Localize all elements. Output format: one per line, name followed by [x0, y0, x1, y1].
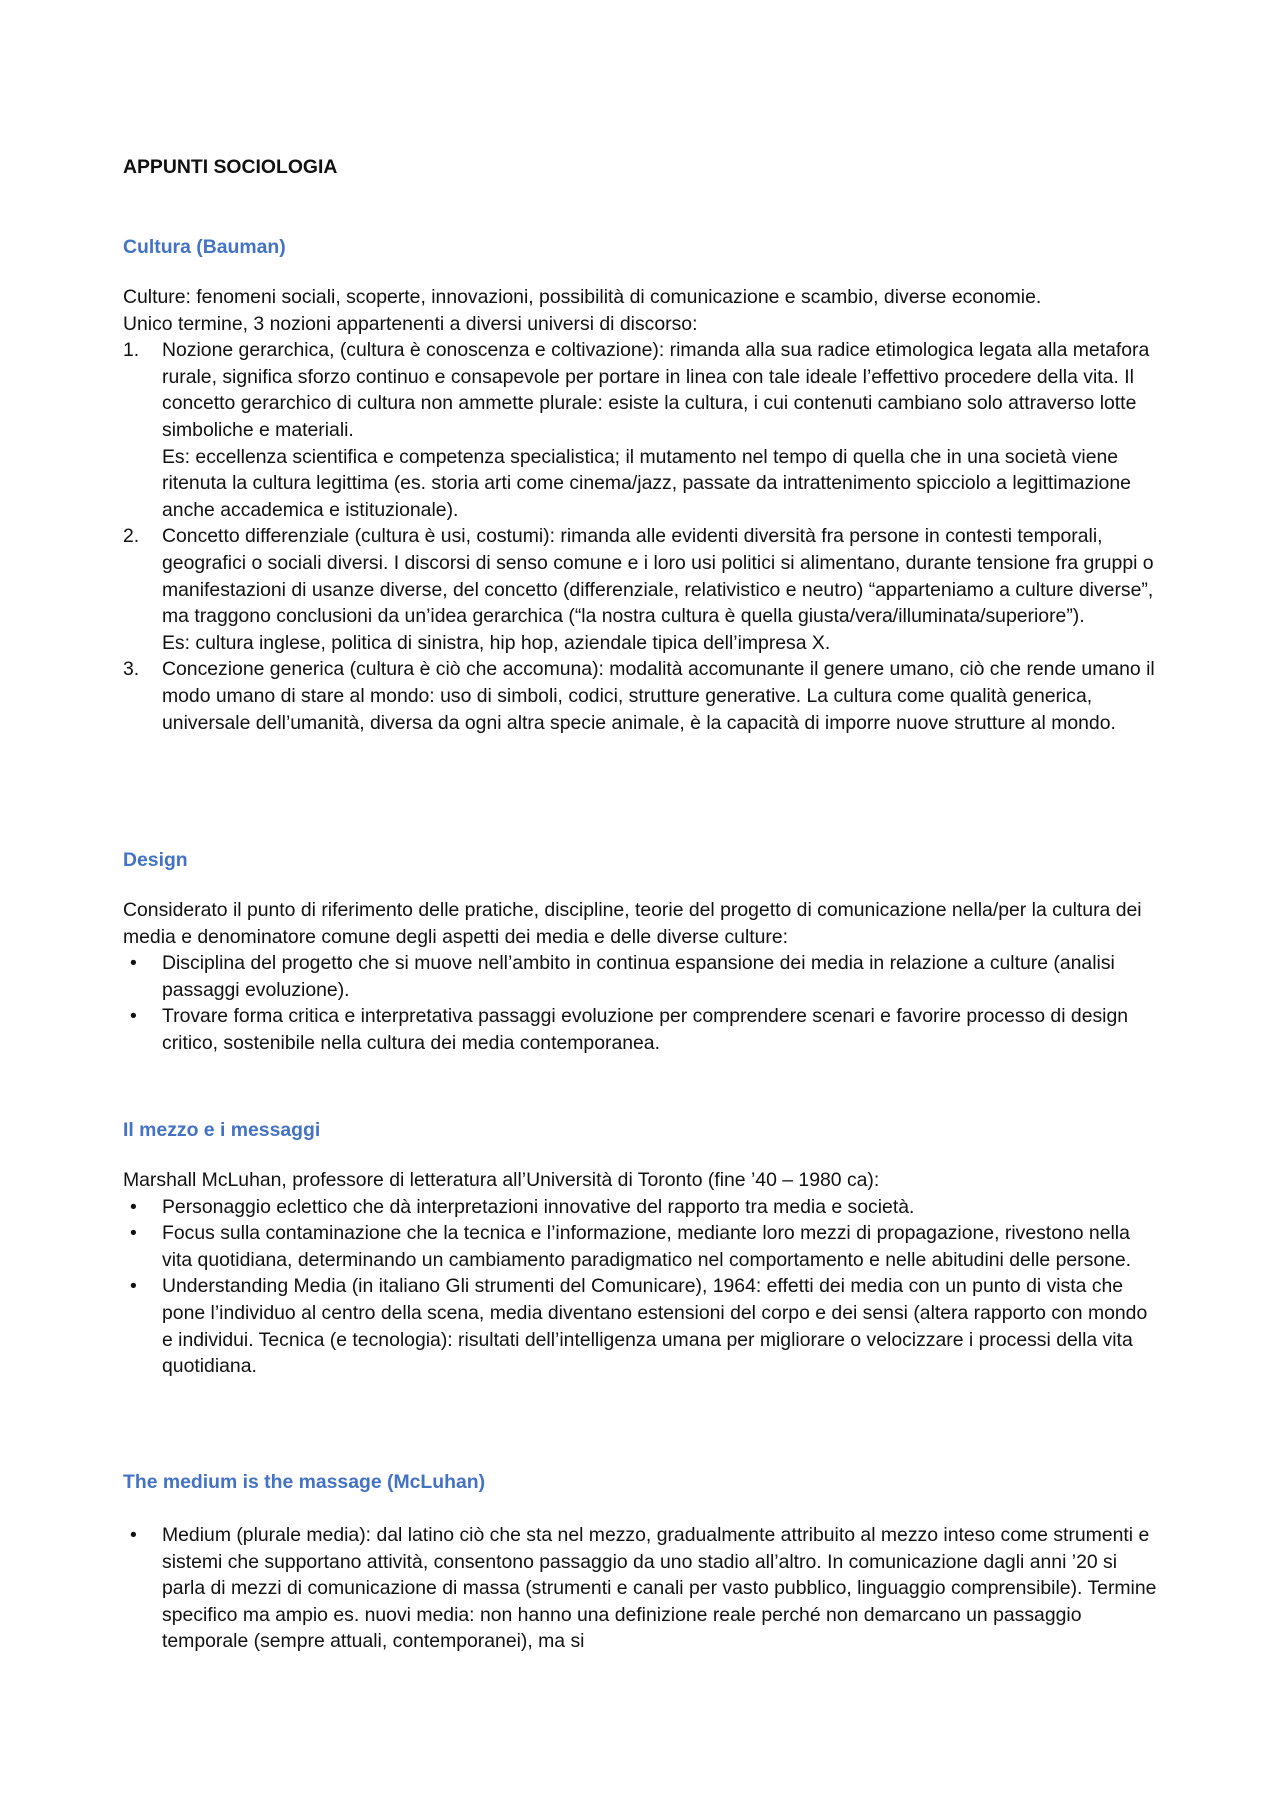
list-item: [123, 656, 1163, 736]
bullet-list: [123, 950, 1163, 1056]
list-item: [123, 1003, 1163, 1056]
list-number: 1.: [123, 339, 140, 362]
list-number: 3.: [123, 658, 140, 681]
section-body-cultura: [123, 284, 1163, 736]
list-item-text: Nozione gerarchica, (cultura è conoscenza e coltivazione): rimanda alla sua radice etimologica legata alla metafora rurale, significa sforzo continuo e consapevole per portare in linea con tale ideale l’effettivo procedere della vita. Il concetto gerarchico di cultura non ammette plurale: esiste la cultura, i cui contenuti cambiano solo attraverso lotte simboliche e materiali.: [162, 339, 1150, 441]
list-item: [123, 1194, 1163, 1221]
list-item-text: Focus sulla contaminazione che la tecnica e l’informazione, mediante loro mezzi di propagazione, rivestono nella vita quotidiana, determinando un cambiamento paradigmatico nel comportamento e nelle abitudini delle persone.: [162, 1222, 1132, 1271]
paragraph: Considerato il punto di riferimento delle pratiche, discipline, teorie del progetto di comunicazione nella/per la cultura dei media e denominatore comune degli aspetti dei media e delle diverse culture:: [123, 899, 1142, 948]
section-body-medium: [123, 1522, 1163, 1655]
list-item-text: Medium (plurale media): dal latino ciò che sta nel mezzo, gradualmente attribuito al mezzo inteso come strumenti e sistemi che supportano attività, consentono passaggio da uno stadio all’altro. In comunicazione dagli anni ’20 si parla di mezzi di comunicazione di massa (strumenti e canali per vasto pubblico, linguaggio comprensibile). Termine specifico ma ampio es. nuovi media: non hanno una definizione reale perché non demarcano un passaggio temporale (sempre attuali, contemporanei), ma si: [162, 1524, 1157, 1653]
document-title: APPUNTI SOCIOLOGIA: [123, 156, 338, 178]
numbered-list: [123, 337, 1163, 736]
list-item: [123, 950, 1163, 1003]
paragraph: Marshall McLuhan, professore di letteratura all’Università di Toronto (fine ’40 – 1980 ca):: [123, 1169, 880, 1191]
section-heading-cultura: Cultura (Bauman): [123, 236, 286, 258]
list-item-example: Es: eccellenza scientifica e competenza specialistica; il mutamento nel tempo di quella che in una società viene ritenuta la cultura legittima (es. storia arti come cinema/jazz, passate da intrattenimento spicciolo a legittimazione anche accademica e istituzionale).: [162, 445, 1131, 521]
list-number: 2.: [123, 525, 140, 548]
list-item: [123, 1273, 1163, 1379]
list-item: [123, 1522, 1163, 1655]
list-item-text: Concetto differenziale (cultura è usi, costumi): rimanda alle evidenti diversità fra persone in contesti temporali, geografici o sociali diversi. I discorsi di senso comune e i loro usi politici si alimentano, durante tensione fra gruppi o manifestazioni di usanze diverse, del concetto (differenziale, relativistico e neutro) “apparteniamo a culture diverse”, ma traggono conclusioni da un’idea gerarchica (“la nostra cultura è quella giusta/vera/illuminata/superiore”).: [162, 525, 1154, 628]
list-item-example: Es: cultura inglese, politica di sinistra, hip hop, aziendale tipica dell’impresa X.: [162, 631, 831, 654]
bullet-marker: •: [130, 1222, 137, 1245]
list-item-text: Trovare forma critica e interpretativa passaggi evoluzione per comprendere scenari e favorire processo di design critico, sostenibile nella cultura dei media contemporanea.: [162, 1005, 1129, 1054]
list-item-text: Disciplina del progetto che si muove nell’ambito in continua espansione dei media in relazione a culture (analisi passaggi evoluzione).: [162, 952, 1115, 1001]
list-item: [123, 1220, 1163, 1273]
bullet-marker: •: [130, 1524, 137, 1546]
bullet-marker: •: [130, 1195, 137, 1218]
paragraph: Culture: fenomeni sociali, scoperte, innovazioni, possibilità di comunicazione e scambio, diverse economie.: [123, 286, 1042, 308]
list-item: [123, 523, 1163, 656]
list-item: [123, 337, 1163, 523]
bullet-marker: •: [130, 1275, 137, 1298]
bullet-list: [123, 1194, 1163, 1380]
list-item-text: Personaggio eclettico che dà interpretazioni innovative del rapporto tra media e società.: [162, 1195, 915, 1218]
section-heading-medium: The medium is the massage (McLuhan): [123, 1471, 486, 1493]
bullet-list: [123, 1522, 1163, 1655]
bullet-marker: •: [130, 952, 137, 975]
section-body-mezzo: [123, 1167, 1163, 1380]
section-heading-mezzo: Il mezzo e i messaggi: [123, 1119, 321, 1141]
list-item-text: Understanding Media (in italiano Gli strumenti del Comunicare), 1964: effetti dei media con un punto di vista che pone l’individuo al centro della scena, media diventano estensioni del corpo e dei sensi (altera rapporto con mondo e individui. Tecnica (e tecnologia): risultati dell’intelligenza umana per migliorare o velocizzare i processi della vita quotidiana.: [162, 1275, 1148, 1378]
bullet-marker: •: [130, 1005, 137, 1028]
list-item-text: Concezione generica (cultura è ciò che accomuna): modalità accomunante il genere umano, ciò che rende umano il modo umano di stare al mondo: uso di simboli, codici, strutture generative. La cultura come qualità generica, universale dell’umanità, diversa da ogni altra specie animale, è la capacità di imporre nuove strutture al mondo.: [162, 658, 1155, 734]
paragraph: Unico termine, 3 nozioni appartenenti a diversi universi di discorso:: [123, 312, 698, 335]
section-body-design: [123, 897, 1163, 1057]
section-heading-design: Design: [123, 849, 188, 871]
